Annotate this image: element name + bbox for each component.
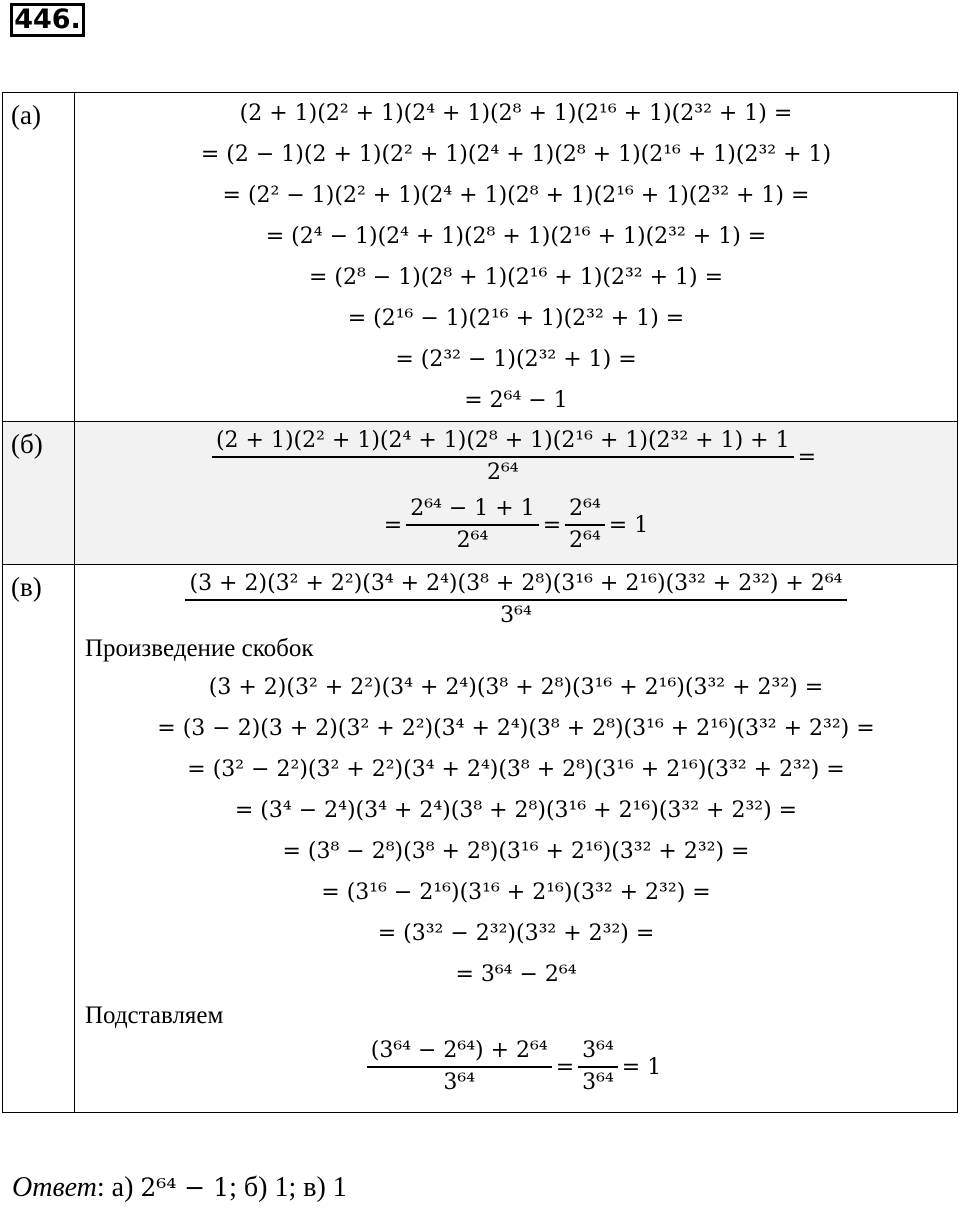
solution-table (2, 92, 958, 1113)
part-a-line-1: (2 + 1)(2² + 1)(2⁴ + 1)(2⁸ + 1)(2¹⁶ + 1)(2³² + 1) = (239, 101, 793, 126)
part-b-fraction-3-denominator: 2⁶⁴ (569, 528, 601, 553)
answer-line (12, 1172, 347, 1204)
answer-word: Ответ (12, 1172, 97, 1203)
part-b-fraction-2-numerator: 2⁶⁴ − 1 + 1 (406, 494, 538, 526)
part-a-line-6: = (2¹⁶ − 1)(2¹⁶ + 1)(2³² + 1) = (347, 306, 685, 331)
part-a-line-4: = (2⁴ − 1)(2⁴ + 1)(2⁸ + 1)(2¹⁶ + 1)(2³² + 1) = (265, 224, 767, 249)
part-c-body (75, 565, 958, 1113)
part-b-fraction-3-numerator: 2⁶⁴ (565, 494, 605, 526)
part-b-fraction-3 (565, 494, 605, 556)
part-c-line-4: = (3⁴ − 2⁴)(3⁴ + 2⁴)(3⁸ + 2⁸)(3¹⁶ + 2¹⁶)(3³² + 2³²) = (234, 798, 798, 823)
part-c-line-3: = (3² − 2²)(3² + 2²)(3⁴ + 2⁴)(3⁸ + 2⁸)(3¹⁶ + 2¹⁶)(3³² + 2³²) = (187, 757, 845, 782)
part-c-final-equals: = (555, 1054, 575, 1080)
part-b-fraction-2 (406, 494, 538, 556)
answer-value-a: 2⁶⁴ − 1 (140, 1173, 230, 1202)
part-c-line-1: (3 + 2)(3² + 2²)(3⁴ + 2⁴)(3⁸ + 2⁸)(3¹⁶ + 2¹⁶)(3³² + 2³²) = (208, 675, 824, 700)
answer-text-a: : а) (96, 1172, 141, 1203)
part-c-line-5: = (3⁸ − 2⁸)(3⁸ + 2⁸)(3¹⁶ + 2¹⁶)(3³² + 2³²) = (282, 839, 750, 864)
part-c-main-fraction (185, 569, 846, 631)
row-part-b (3, 422, 958, 565)
part-c-final-result: = 1 (621, 1054, 662, 1080)
part-b-fraction-1-denominator: 2⁶⁴ (486, 460, 519, 485)
part-b-body (75, 422, 958, 565)
part-a-line-8: = 2⁶⁴ − 1 (464, 388, 568, 413)
part-c-label: (в) (3, 565, 75, 1113)
part-b-fraction-row-1 (75, 426, 957, 488)
part-b-equals-1: = (797, 444, 817, 470)
part-b-label: (б) (3, 422, 75, 565)
part-a-line-3: = (2² − 1)(2² + 1)(2⁴ + 1)(2⁸ + 1)(2¹⁶ + 1)(2³² + 1) = (222, 183, 810, 208)
part-a-body (75, 93, 958, 422)
part-c-final-fraction-1-denominator: 3⁶⁴ (443, 1070, 476, 1095)
part-c-main-fraction-denominator: 3⁶⁴ (500, 603, 532, 628)
part-c-product-label: Произведение скобок (85, 635, 314, 662)
part-a-line-7: = (2³² − 1)(2³² + 1) = (395, 347, 637, 372)
part-b-fraction-row-2 (75, 494, 957, 556)
part-b-fraction-1-numerator: (2 + 1)(2² + 1)(2⁴ + 1)(2⁸ + 1)(2¹⁶ + 1)(2³² + 1) + 1 (212, 426, 794, 458)
part-c-substitute-label: Подставляем (85, 1002, 224, 1029)
part-c-line-6: = (3¹⁶ − 2¹⁶)(3¹⁶ + 2¹⁶)(3³² + 2³²) = (321, 880, 711, 905)
part-a-label: (а) (3, 93, 75, 422)
part-b-fraction-2-denominator: 2⁶⁴ (456, 528, 489, 553)
row-part-a (3, 93, 958, 422)
part-a-line-2: = (2 − 1)(2 + 1)(2² + 1)(2⁴ + 1)(2⁸ + 1)(2¹⁶ + 1)(2³² + 1) (200, 142, 832, 167)
part-c-final-fraction-2 (578, 1036, 618, 1098)
part-c-line-7: = (3³² − 2³²)(3³² + 2³²) = (377, 921, 655, 946)
part-c-final-fraction-2-numerator: 3⁶⁴ (578, 1036, 618, 1068)
part-c-main-fraction-row (75, 569, 957, 631)
problem-number: 446. (10, 3, 85, 37)
part-c-final-fraction-2-denominator: 3⁶⁴ (582, 1070, 614, 1095)
part-b-result: = 1 (608, 512, 649, 538)
part-c-main-fraction-numerator: (3 + 2)(3² + 2²)(3⁴ + 2⁴)(3⁸ + 2⁸)(3¹⁶ + 2¹⁶)(3³² + 2³²) + 2⁶⁴ (185, 569, 846, 601)
part-c-final-fraction-1-numerator: (3⁶⁴ − 2⁶⁴) + 2⁶⁴ (367, 1036, 552, 1068)
row-part-c (3, 565, 958, 1113)
part-a-line-5: = (2⁸ − 1)(2⁸ + 1)(2¹⁶ + 1)(2³² + 1) = (308, 265, 724, 290)
part-c-final-fraction-row (75, 1036, 957, 1098)
answer-text-rest: ; б) 1; в) 1 (229, 1172, 347, 1203)
part-c-final-fraction-1 (367, 1036, 552, 1098)
part-c-line-2: = (3 − 2)(3 + 2)(3² + 2²)(3⁴ + 2⁴)(3⁸ + 2⁸)(3¹⁶ + 2¹⁶)(3³² + 2³²) = (157, 716, 875, 741)
part-b-lead-equals: = (383, 512, 403, 538)
part-b-equals-2: = (542, 512, 562, 538)
part-c-line-8: = 3⁶⁴ − 2⁶⁴ (455, 962, 577, 987)
part-b-fraction-1 (212, 426, 794, 488)
